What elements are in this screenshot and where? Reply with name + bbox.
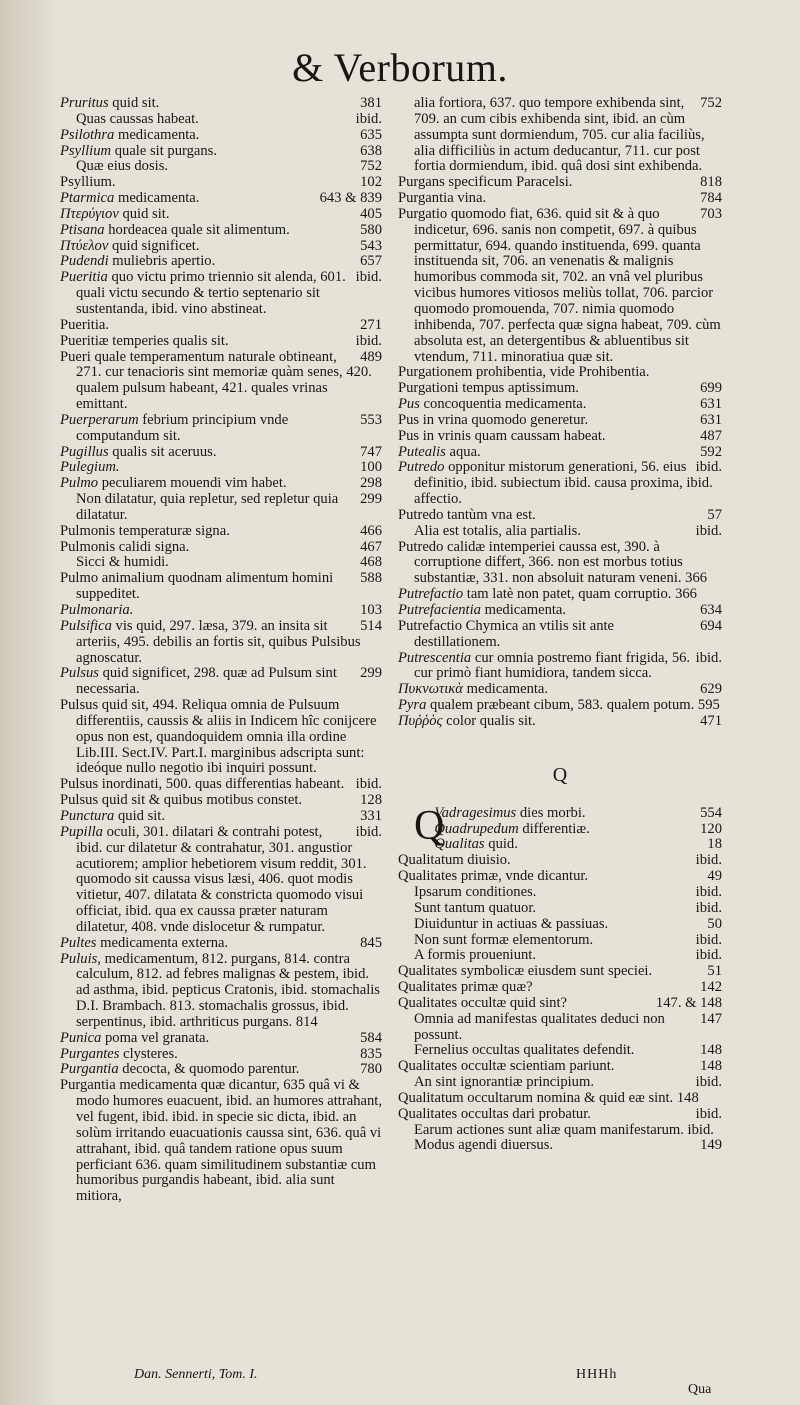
page-number: 331: [360, 807, 382, 824]
entry-text: A formis proueniunt.: [414, 947, 537, 964]
page-number: ibid.: [695, 1105, 722, 1122]
index-entry: [398, 1075, 722, 1091]
index-column-right: [398, 96, 722, 1154]
entry-text: qualem præbeant cibum, 583. qualem potum. 595: [426, 697, 720, 714]
index-entry: [60, 540, 382, 556]
entry-text: alia fortiora, 637. quo tempore exhibenda sint, 709. an cum cibis exhibenda sint, ibid. an cùm assumpta sunt dormiendum, 705. cur alia faciliùs, alia difficiliùs in actum deducantur, 711. cur post fortia dormiendum, ibid. quâ dosi sint exhibenda.: [414, 95, 705, 175]
index-entry: [398, 901, 722, 917]
entry-text: Pueritiæ temperies qualis sit.: [60, 332, 229, 349]
index-entry: [398, 603, 722, 619]
entry-term: Quadrupedum: [434, 820, 519, 837]
index-entry: [398, 885, 722, 901]
catchword: Qua: [688, 1382, 712, 1397]
page-number: ibid.: [695, 899, 722, 916]
index-entry: [60, 350, 382, 413]
index-entry: [60, 793, 382, 809]
index-entry: [60, 128, 382, 144]
index-entry: [398, 587, 722, 603]
page-number: 381: [360, 95, 382, 111]
entry-text: differentiæ.: [518, 820, 590, 837]
index-entry: [60, 1031, 382, 1047]
entry-term: Putrescentia: [398, 649, 472, 666]
entry-text: Diuiduntur in actiuas & passiuas.: [414, 915, 609, 932]
page-number: 100: [360, 459, 382, 476]
page-number: 635: [360, 126, 382, 143]
index-entry: [60, 666, 382, 698]
entry-text: Pulmo animalium quodnam alimentum homini suppeditet.: [60, 570, 334, 603]
page-number: 580: [360, 221, 382, 238]
entry-text: febrium principium vnde computandum sit.: [76, 411, 289, 444]
index-entry: [398, 96, 722, 175]
entry-term: Pyra: [398, 697, 427, 714]
index-entry: [60, 112, 382, 128]
index-entry: [398, 191, 722, 207]
page-number: 57: [707, 506, 722, 523]
page-number: 657: [360, 253, 382, 270]
entry-text: Qualitatum diuisio.: [398, 852, 511, 869]
index-entry: [398, 365, 722, 381]
index-entry: [60, 318, 382, 334]
page-number: ibid.: [695, 649, 722, 666]
index-entry: [398, 714, 722, 730]
index-entry: [60, 413, 382, 445]
index-entry: [60, 223, 382, 239]
page-number: 592: [700, 443, 722, 460]
entry-text: quid.: [484, 836, 518, 853]
entry-text: medicamenta externa.: [96, 934, 229, 951]
index-entry: [60, 1047, 382, 1063]
entry-term: Pulmonaria.: [60, 602, 134, 618]
entry-text: Purgantia medicamenta quæ dicantur, 635 quâ vi & modo humores euacuent, ibid. an humores attrahant, vel fugent, ibid. ibid. in specie sic dicta, ibid. an solùm irritando euacuationis caussa sint, 636. quâ vi attrahant, ibid. quâ tandem ratione opus suum perficiant 636. quam similitudinem substantiæ cum humoribus purgandis habeant, ibid. alia sunt mitiora,: [60, 1077, 382, 1205]
entry-text: medicamenta.: [114, 190, 200, 207]
page-number: 103: [360, 602, 382, 618]
index-entry: [398, 381, 722, 397]
entry-text: muliebris apertio.: [108, 253, 216, 270]
page-number: 467: [360, 538, 382, 555]
index-entry: [60, 952, 382, 1031]
entry-text: oculi, 301. dilatari & contrahi potest, ibid. cur dilatetur & contrahatur, 301. angustior acutiorem; amplior hebetiorem visum reddit, 301. quomodo sit caussa visus læsi, 406. quot modis vitietur, 407. dilatata & constricta quomodo visui officiat, ibid. qua ex caussa præter naturam dilatetur, 408. vnde dislocetur & rumpatur.: [76, 823, 367, 935]
entry-text: poma vel granata.: [101, 1029, 210, 1046]
entry-term: Pulegium.: [60, 459, 120, 476]
entry-term: Psilothra: [60, 126, 115, 143]
entry-term: Pulmo: [60, 475, 99, 492]
page-number: ibid.: [355, 269, 382, 286]
entry-term: Puerperarum: [60, 411, 139, 428]
index-entry: [398, 853, 722, 869]
entry-text: quid significet, 298. quæ ad Pulsum sint necessaria.: [76, 665, 337, 698]
q-entries: [398, 802, 722, 1155]
index-entry: [398, 822, 722, 838]
index-entry: [60, 603, 382, 619]
page-number: 631: [700, 396, 722, 413]
entry-text: qualis sit aceruus.: [108, 443, 217, 460]
page-number: 629: [700, 681, 722, 698]
page-number: ibid.: [355, 823, 382, 840]
entry-term: Pulsus: [60, 665, 99, 682]
index-entry: [60, 825, 382, 936]
page-number: 543: [360, 237, 382, 254]
entry-text: quale sit purgans.: [111, 142, 218, 159]
entry-term: Ptisana: [60, 221, 105, 238]
entry-text: quid sit.: [118, 205, 170, 222]
entry-text: Qualitates primæ quæ?: [398, 979, 533, 996]
index-entry: [398, 980, 722, 996]
page-number: 835: [360, 1045, 382, 1062]
page-number: ibid.: [695, 459, 722, 476]
page-number: 149: [700, 1137, 722, 1154]
page-number: 49: [707, 868, 722, 885]
page-number: ibid.: [695, 522, 722, 539]
entry-text: Purgantia vina.: [398, 190, 487, 207]
page-number: 147. & 148: [655, 994, 722, 1011]
index-entry: [60, 809, 382, 825]
entry-text: Pulmonis calidi signa.: [60, 538, 190, 555]
entry-text: medicamenta.: [480, 602, 567, 618]
entry-text: hordeacea quale sit alimentum.: [104, 221, 290, 238]
page-number: ibid.: [695, 931, 722, 948]
index-entry: [398, 540, 722, 588]
index-entry: [398, 413, 722, 429]
page-number: 752: [700, 95, 722, 111]
entry-term: Pultes: [60, 934, 97, 951]
page-number: 845: [360, 934, 382, 951]
entry-term: Putrefacientia: [398, 602, 481, 618]
page-number: 784: [700, 190, 722, 207]
index-entry: [398, 1107, 722, 1123]
page-number: 471: [700, 712, 722, 729]
entry-text: Pus in vrina quomodo generetur.: [398, 411, 589, 428]
index-entry: [60, 619, 382, 667]
page-number: ibid.: [695, 883, 722, 900]
entry-term: Pulsifica: [60, 617, 112, 634]
entry-text: Putredo calidæ intemperiei caussa est, 390. à corruptione differt, 366. non est morbus totius substantiæ, 331. non absoluit naturam veneni. 366: [398, 538, 708, 587]
page-number: 588: [360, 570, 382, 587]
entry-text: Pulsus quid sit, 494. Reliqua omnia de Pulsuum differentiis, caussis & aliis in Indicem hîc conijcere opus non est, quandoquidem omnia illa ordine Lib.III. Sect.IV. Part.I. marginibus adscripta sunt: ideóque nullo negotio ibi inquiri possunt.: [60, 697, 377, 777]
entry-text: Qualitates occultæ quid sint?: [398, 994, 568, 1011]
entry-text: color qualis sit.: [442, 712, 536, 729]
entry-text: Fernelius occultas qualitates defendit.: [414, 1042, 635, 1059]
entry-text: vis quid, 297. læsa, 379. an insita sit arteriis, 495. debilis an fortis sit, quibus Pulsibus agnoscatur.: [76, 617, 361, 666]
entry-text: Pulmonis temperaturæ signa.: [60, 522, 230, 539]
page-number: 18: [707, 836, 722, 853]
page-number: 148: [700, 1058, 722, 1075]
entry-text: Purgatio quomodo fiat, 636. quid sit & à quo indicetur, 696. sanis non competit, 697. à quibus permittatur, 694. quando instituenda, 699. quanta instituenda sit, 706. an venenatis & malignis humoribus commoda sit, 702. an vnâ vel pluribus vicibus humores vitiosos meliùs tollat, 706. parcior quomodo promouenda, 707. nimia quomodo inhibenda, 707. perfecta quæ signa habeat, 709. cùm absoluta est, an detergentibus & abluentibus sit vtendum, 711. minoratiua quæ sit.: [398, 205, 721, 365]
page-number: 148: [700, 1042, 722, 1059]
page-number: 634: [700, 602, 722, 618]
index-entry: [60, 524, 382, 540]
entry-term: Pudendi: [60, 253, 109, 270]
signature-mark: HHHh: [576, 1367, 618, 1382]
page-number: 120: [700, 820, 722, 837]
index-entry: [398, 207, 722, 365]
index-entry: [60, 555, 382, 571]
index-entry: [398, 619, 722, 651]
entry-text: dies morbi.: [516, 804, 586, 821]
entry-term: Pruritus: [60, 95, 109, 111]
entry-term: Pupilla: [60, 823, 103, 840]
entry-term: Πυῤῥὸς: [398, 712, 443, 729]
entry-text: Qualitatum occultarum nomina & quid eæ sint. 148: [398, 1089, 699, 1106]
page-number: 747: [360, 443, 382, 460]
entry-text: Quæ eius dosis.: [76, 158, 169, 175]
page-number: 299: [360, 665, 382, 682]
page-header: & Verborum.: [292, 45, 508, 90]
page-number: 128: [360, 792, 382, 809]
page-number: 514: [360, 617, 382, 634]
index-entry: [60, 191, 382, 207]
index-entry: [398, 1059, 722, 1075]
entry-text: Qualitates symbolicæ eiusdem sunt speciei.: [398, 963, 653, 980]
entry-term: Vadragesimus: [434, 804, 517, 821]
index-entry: [60, 144, 382, 160]
index-entry: [60, 698, 382, 777]
entry-text: Purgationem prohibentia, vide Prohibentia.: [398, 364, 650, 381]
index-entry: [398, 1043, 722, 1059]
page-number: 638: [360, 142, 382, 159]
index-entry: [60, 175, 382, 191]
page-number: 142: [700, 979, 722, 996]
index-entry: [398, 460, 722, 508]
page-number: ibid.: [695, 947, 722, 964]
entry-text: quid sit.: [108, 95, 160, 111]
entry-text: An sint ignorantiæ principium.: [414, 1074, 594, 1091]
index-entry: [398, 948, 722, 964]
index-entry: [398, 1138, 722, 1154]
entry-text: Sicci & humidi.: [76, 554, 169, 571]
entry-text: , medicamentum, 812. purgans, 814. contra calculum, 812. ad febres malignas & pestem, ibid. ad asthma, ibid. pepticus Cratonis, ibid. stomachalis D.I. Brambach. 813. stomachalis grossus, ibid. serpentinus, ibid. arthriticus purgans. 814: [76, 950, 380, 1030]
page-number: 50: [707, 915, 722, 932]
entry-text: Pus in vrinis quam caussam habeat.: [398, 427, 606, 444]
index-entry: [60, 476, 382, 492]
index-entry: [398, 524, 722, 540]
index-entry: [398, 698, 722, 714]
page-number: 405: [360, 205, 382, 222]
entry-text: tam latè non patet, quam corruptio. 366: [463, 586, 697, 603]
entry-text: quo victu primo triennio sit alenda, 601. quali victu secundo & tertio septenario sit sustentanda, ibid. vino abstineat.: [76, 269, 346, 317]
page-number: 643 & 839: [319, 190, 382, 207]
index-entry: [60, 1062, 382, 1078]
index-entry: [398, 397, 722, 413]
section-letter: Q: [552, 763, 568, 786]
index-entry: [398, 837, 722, 853]
index-column-left: [60, 96, 382, 1205]
page-number: ibid.: [355, 332, 382, 349]
page-number: 553: [360, 411, 382, 428]
entry-text: medicamenta.: [114, 126, 200, 143]
entry-text: Putrefactio Chymica an vtilis sit ante destillationem.: [398, 617, 615, 650]
entry-term: Putealis: [398, 443, 446, 460]
page-number: ibid.: [695, 852, 722, 869]
index-entry: [60, 96, 382, 112]
index-entry: [60, 571, 382, 603]
index-entry: [398, 508, 722, 524]
entry-text: concoquentia medicamenta.: [419, 396, 587, 413]
page-number: 818: [700, 174, 722, 191]
entry-term: Pus: [398, 396, 420, 413]
index-entry: [398, 869, 722, 885]
page-number: 631: [700, 411, 722, 428]
entry-term: Punica: [60, 1029, 102, 1046]
entry-text: decocta, & quomodo parentur.: [118, 1061, 300, 1078]
entry-term: Πτύελον: [60, 237, 109, 254]
entry-text: aqua.: [445, 443, 481, 460]
entry-text: cur omnia postremo fiant frigida, 56. cur primò fiant humidiora, tandem sicca.: [414, 649, 691, 682]
index-entry: [398, 933, 722, 949]
index-entry: [398, 429, 722, 445]
page-number: 752: [360, 158, 382, 175]
index-entry: [398, 682, 722, 698]
page-number: 584: [360, 1029, 382, 1046]
index-entry: [60, 270, 382, 318]
page-number: ibid.: [355, 776, 382, 793]
index-entry: [60, 492, 382, 524]
entry-text: Pulsus inordinati, 500. quas differentias habeant.: [60, 776, 345, 793]
index-entry: [60, 445, 382, 461]
entry-text: Omnia ad manifestas qualitates deduci non possunt.: [414, 1010, 665, 1043]
index-entry: [60, 334, 382, 350]
entry-term: Purgantes: [60, 1045, 120, 1062]
entry-term: Πυκνωτικὰ: [398, 681, 463, 698]
index-entry: [60, 159, 382, 175]
index-entry: [398, 1123, 722, 1139]
page-number: 147: [700, 1010, 722, 1027]
entry-text: peculiarem mouendi vim habet.: [98, 475, 287, 492]
entry-text: Ipsarum conditiones.: [414, 883, 537, 900]
entry-text: Purgans specificum Paracelsi.: [398, 174, 573, 191]
entry-term: Qualitas: [434, 836, 485, 853]
entry-term: Putrefactio: [398, 586, 464, 603]
entry-text: Pueri quale temperamentum naturale obtineant, 271. cur tenacioris sint memoriæ quàm senes, 420. qualem pulsum habeant, 421. quales vrinas emittant.: [60, 348, 372, 413]
entry-term: Pugillus: [60, 443, 109, 460]
entry-text: Non sunt formæ elementorum.: [414, 931, 594, 948]
index-entry: [60, 936, 382, 952]
index-entry: [398, 996, 722, 1012]
entry-text: clysteres.: [119, 1045, 178, 1062]
entry-term: Psyllium: [60, 142, 112, 159]
page-number: 468: [360, 554, 382, 571]
entry-term: Πτερύγιον: [60, 205, 119, 222]
index-entry: [398, 1091, 722, 1107]
entry-text: Qualitates primæ, vnde dicantur.: [398, 868, 589, 885]
entry-term: Ptarmica: [60, 190, 115, 207]
index-entry: [398, 964, 722, 980]
page-number: 699: [700, 380, 722, 397]
entry-term: Puluis: [60, 950, 98, 967]
entry-text: quid significet.: [108, 237, 200, 254]
entry-text: opponitur mistorum generationi, 56. eius definitio, ibid. subiectum ibid. causa proxima, ibid. affectio.: [414, 459, 713, 508]
entry-text: Qualitates occultæ scientiam pariunt.: [398, 1058, 615, 1075]
page-number: 487: [700, 427, 722, 444]
page-number: 466: [360, 522, 382, 539]
entry-text: Earum actiones sunt aliæ quam manifestarum. ibid.: [414, 1121, 714, 1138]
page-number: 694: [700, 617, 722, 634]
page-number: ibid.: [355, 110, 382, 127]
right-entries: [398, 96, 722, 730]
footer-author: Dan. Sennerti, Tom. I.: [134, 1367, 258, 1382]
entry-text: Quas caussas habeat.: [76, 110, 199, 127]
entry-text: Psyllium.: [60, 174, 116, 191]
page-number: ibid.: [695, 1074, 722, 1091]
page-edge-shadow: [0, 0, 60, 1405]
entry-term: Putredo: [398, 459, 445, 476]
entry-text: Non dilatatur, quia repletur, sed repletur quia dilatatur.: [76, 491, 339, 523]
page-number: 554: [700, 804, 722, 821]
index-entry: [60, 1078, 382, 1205]
entry-text: Modus agendi diuersus.: [414, 1137, 554, 1154]
entry-text: medicamenta.: [462, 681, 549, 698]
entry-text: Pulsus quid sit & quibus motibus constet.: [60, 792, 303, 809]
index-entry: [398, 1012, 722, 1044]
index-entry: [398, 917, 722, 933]
index-entry: [60, 777, 382, 793]
index-entry: [60, 207, 382, 223]
page-number: 780: [360, 1061, 382, 1078]
index-entry: [60, 460, 382, 476]
page-number: 102: [360, 174, 382, 191]
entry-text: Purgationi tempus aptissimum.: [398, 380, 579, 397]
entry-text: Sunt tantum quatuor.: [414, 899, 537, 916]
index-entry: [398, 651, 722, 683]
entry-term: Purgantia: [60, 1061, 119, 1078]
page-number: 298: [360, 475, 382, 492]
page-number: 299: [360, 491, 382, 508]
entry-term: Pueritia: [60, 269, 108, 286]
entry-text: Pueritia.: [60, 316, 110, 333]
page-number: 703: [700, 205, 722, 222]
drop-cap: Q: [414, 802, 445, 849]
page-number: 489: [360, 348, 382, 365]
entry-term: Punctura: [60, 807, 115, 824]
page-number: 51: [707, 963, 722, 980]
index-entry: [60, 239, 382, 255]
index-entry: [60, 254, 382, 270]
page-number: 271: [360, 316, 382, 333]
index-entry: [398, 445, 722, 461]
entry-text: Putredo tantùm vna est.: [398, 506, 536, 523]
index-entry: [398, 175, 722, 191]
entry-text: Qualitates occultas dari probatur.: [398, 1105, 591, 1122]
entry-text: quid sit.: [114, 807, 166, 824]
entry-text: Alia est totalis, alia partialis.: [414, 522, 581, 539]
